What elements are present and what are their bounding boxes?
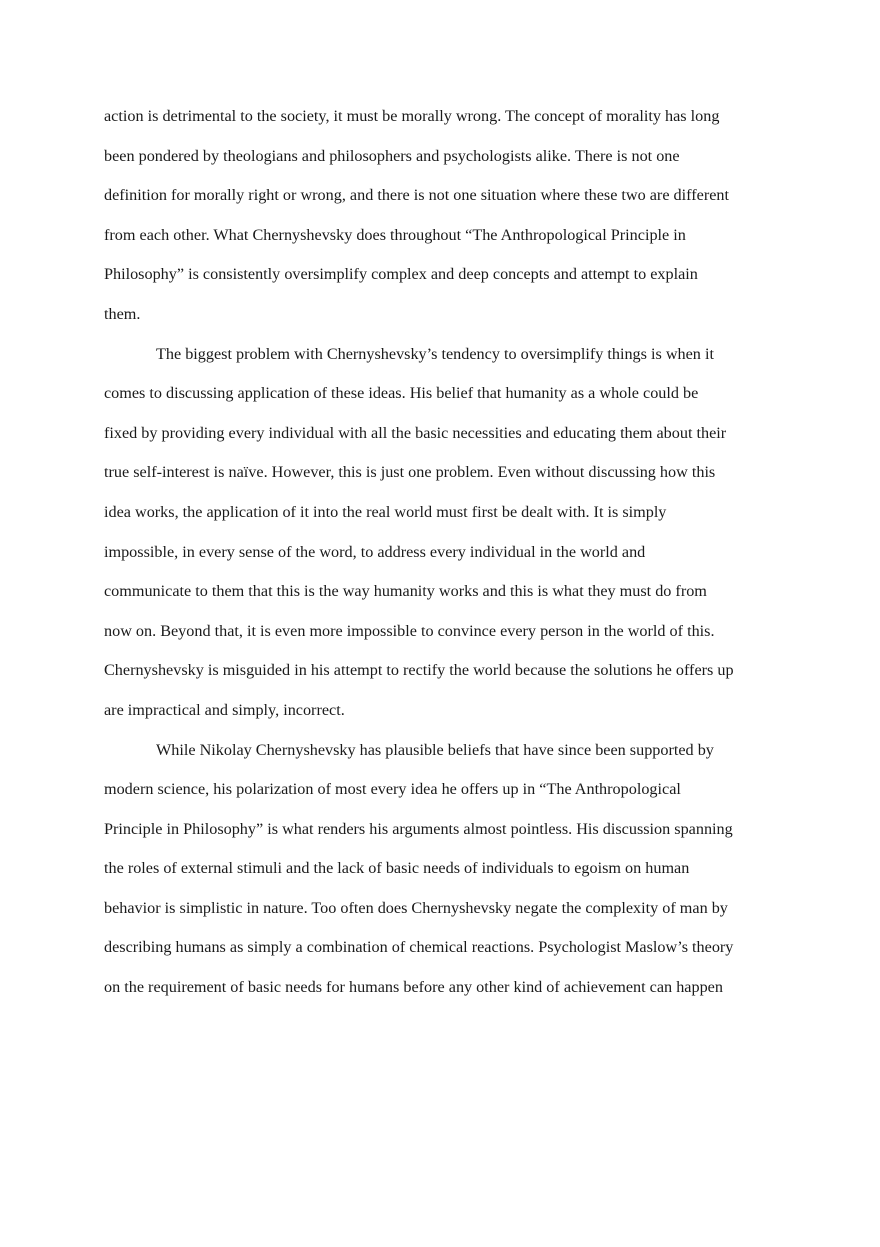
paragraph [104, 104, 784, 342]
text-line: modern science, his polarization of most every idea he offers up in “The Anthropological [104, 780, 681, 799]
text-line: action is detrimental to the society, it must be morally wrong. The concept of morality has long [104, 107, 720, 125]
text-line: are impractical and simply, incorrect. [104, 700, 345, 719]
paragraph [104, 738, 784, 1015]
text-line: them. [104, 304, 141, 323]
paragraph [104, 342, 784, 738]
text-line: The biggest problem with Chernyshevsky’s tendency to oversimplify things is when it [156, 344, 714, 363]
text-line: now on. Beyond that, it is even more impossible to convince every person in the world of this. [104, 621, 715, 640]
text-line: behavior is simplistic in nature. Too often does Chernyshevsky negate the complexity of man by [104, 898, 728, 917]
text-line: Principle in Philosophy” is what renders his arguments almost pointless. His discussion spanning [104, 819, 733, 838]
text-line: While Nikolay Chernyshevsky has plausible beliefs that have since been supported by [156, 740, 714, 759]
text-line: been pondered by theologians and philosophers and psychologists alike. There is not one [104, 146, 680, 165]
text-line: on the requirement of basic needs for humans before any other kind of achievement can happen [104, 978, 723, 997]
text-line: from each other. What Chernyshevsky does throughout “The Anthropological Principle in [104, 225, 686, 244]
text-line: idea works, the application of it into the real world must first be dealt with. It is simply [104, 502, 667, 521]
text-line: Philosophy” is consistently oversimplify complex and deep concepts and attempt to explain [104, 265, 698, 284]
text-line: describing humans as simply a combination of chemical reactions. Psychologist Maslow’s theory [104, 938, 734, 957]
text-line: true self-interest is naïve. However, this is just one problem. Even without discussing how this [104, 463, 716, 482]
text-line: fixed by providing every individual with all the basic necessities and educating them about their [104, 423, 727, 442]
text-line: the roles of external stimuli and the lack of basic needs of individuals to egoism on human [104, 859, 690, 878]
body-text [104, 104, 784, 1015]
text-line: impossible, in every sense of the word, to address every individual in the world and [104, 542, 646, 561]
text-line: Chernyshevsky is misguided in his attempt to rectify the world because the solutions he offers up [104, 661, 734, 680]
text-line: definition for morally right or wrong, and there is not one situation where these two are different [104, 186, 729, 205]
text-line: comes to discussing application of these ideas. His belief that humanity as a whole could be [104, 384, 699, 403]
text-line: communicate to them that this is the way humanity works and this is what they must do from [104, 582, 707, 601]
